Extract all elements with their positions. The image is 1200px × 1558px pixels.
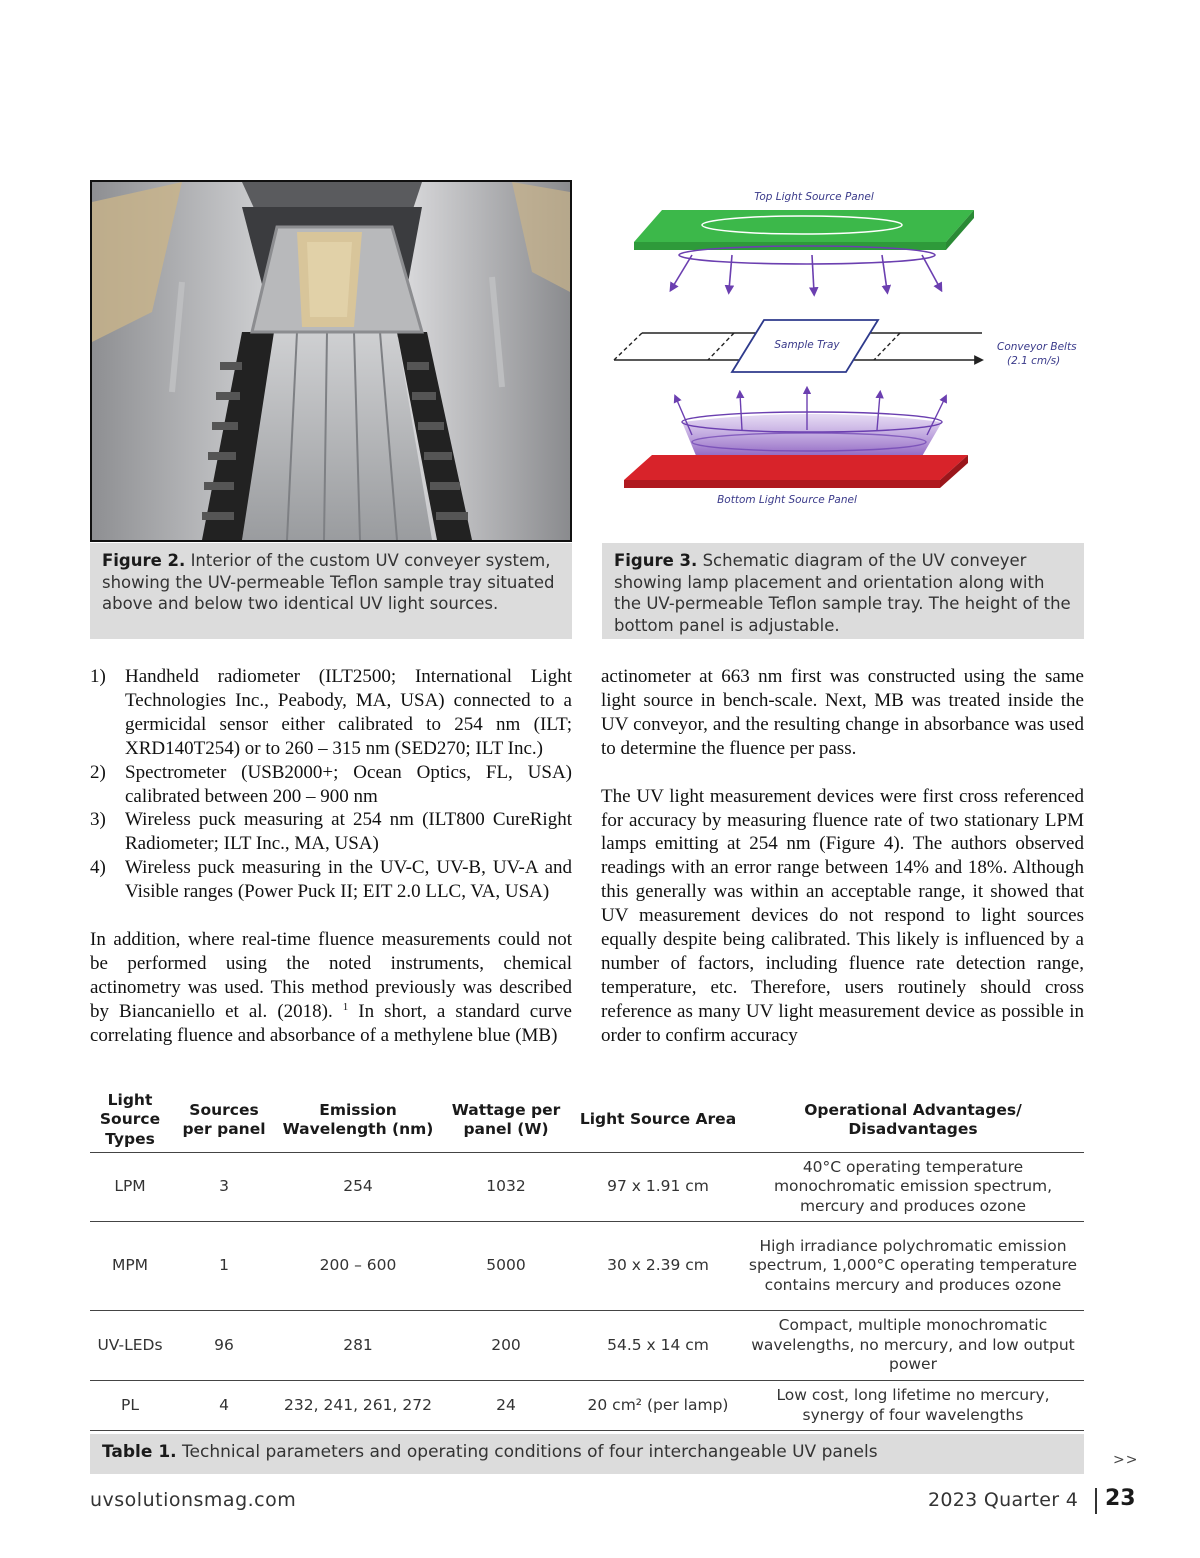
list-number: 1) [90,666,106,687]
header-operational-advantages: Operational Advantages/ Disadvantages [742,1088,1084,1153]
figure-3-label: Figure 3. [614,551,698,570]
table-cell: 200 [438,1311,574,1381]
table-caption-label: Table 1. [102,1442,177,1462]
table-cell: 200 – 600 [278,1222,438,1311]
figure-2-photo [90,180,572,542]
sample-tray-label: Sample Tray [774,339,840,351]
top-light-panel [634,210,974,242]
table-cell: 5000 [438,1222,574,1311]
next-page-indicator[interactable]: >> [1113,1452,1139,1468]
list-text: Wireless puck measuring in the UV-C, UV-B, UV-A and Visible ranges (Power Puck II; EIT 2.0 LLC, VA, USA) [125,857,572,903]
footer-issue: 2023 Quarter 4 [928,1489,1079,1511]
table-row [90,1311,1084,1381]
table-cell: 97 x 1.91 cm [574,1153,742,1222]
table-cell: 20 cm² (per lamp) [574,1381,742,1431]
table-cell: 1 [170,1222,278,1311]
table-cell: 1032 [438,1153,574,1222]
list-text: Spectrometer (USB2000+; Ocean Optics, FL, USA) calibrated between 200 – 900 nm [125,761,572,807]
table-cell: PL [90,1381,170,1431]
table-cell: 3 [170,1153,278,1222]
figure-2-text: Interior of the custom UV conveyer system, showing the UV-permeable Teflon sample tray situated above and below two identical UV light sources. [102,551,555,613]
table-cell: High irradiance polychromatic emission spectrum, 1,000°C operating temperature contains mercury and produces ozone [742,1222,1084,1311]
table-cell: 281 [278,1311,438,1381]
top-light-rays [672,246,940,292]
header-sources-per-panel: Sources per panel [170,1088,278,1153]
right-column [601,665,1084,1048]
figure-2-caption [90,543,572,639]
table-cell: MPM [90,1222,170,1311]
list-text: Handheld radiometer (ILT2500; International Light Technologies Inc., Peabody, MA, USA) connected to a germicidal sensor either calibrated to 254 nm (ILT; XRD140T254) or to 260 – 315 nm (SED270; ILT Inc.) [125,666,572,759]
table-header-row [90,1088,1084,1153]
footer-website[interactable]: uvsolutionsmag.com [90,1489,297,1511]
table-caption [90,1434,1084,1474]
list-number: 3) [90,809,106,831]
list-text: Wireless puck measuring at 254 nm (ILT800 CureRight Radiometer; ILT Inc., MA, USA) [125,809,572,855]
reference-marker: 1 [342,1000,349,1013]
table-cell: 40°C operating temperature monochromatic emission spectrum, mercury and produces ozone [742,1153,1084,1222]
right-paragraph-2: The UV light measurement devices were first cross referenced for accuracy by measuring fluence rate of two stationary LPM lamps emitting at 254 nm (Figure 4). The authors observed readings with an error range between 14% and 18%. Although this generally was within an acceptable range, it showed that UV measurement devices do not respond to light sources equally despite being calibrated. This likely is influenced by a number of factors, including fluence rate detection range, temperature, etc. Therefore, users routinely should cross reference as many UV light measurement device as possible in order to confirm accuracy [601,785,1084,1046]
bottom-light-panel [624,455,968,480]
list-number: 2) [90,761,106,783]
left-column [90,665,572,1048]
list-item [90,665,572,761]
figure-3-caption [602,543,1084,639]
table-caption-text: Technical parameters and operating conditions of four interchangeable UV panels [182,1442,878,1462]
list-number: 4) [90,857,106,879]
table-cell: 232, 241, 261, 272 [278,1381,438,1431]
page-number: 23 [1105,1486,1136,1511]
list-item [90,856,572,904]
table-cell: 30 x 2.39 cm [574,1222,742,1311]
header-light-source-types: Light Source Types [90,1088,170,1153]
left-paragraph-text: In addition, where real-time fluence measurements could not be performed using the noted instruments, chemical actinometry was used. This method previously was described by Biancaniello et al. (2018). [90,929,572,1022]
list-item [90,808,572,856]
table-cell: Compact, multiple monochromatic wavelengths, no mercury, and low output power [742,1311,1084,1381]
figure-3-diagram [602,180,1084,535]
table-cell: LPM [90,1153,170,1222]
figure-3-text: Schematic diagram of the UV conveyer showing lamp placement and orientation along with the UV-permeable Teflon sample tray. The height of the bottom panel is adjustable. [614,551,1071,635]
left-paragraph-text-cont: In short, a standard curve correlating fluence and absorbance of a methylene blue (MB) [90,1000,572,1046]
uv-panels-table [90,1088,1084,1431]
left-paragraph [90,928,572,1048]
right-paragraph-1: actinometer at 663 nm first was constructed using the same light source in bench-scale. Next, MB was treated inside the UV conveyor, and the resulting change in absorbance was used to determine the fluence per pass. [601,666,1084,759]
footer-divider [1095,1488,1097,1514]
table-row [90,1381,1084,1431]
table-cell: 254 [278,1153,438,1222]
header-light-source-area: Light Source Area [574,1088,742,1153]
table-row [90,1153,1084,1222]
table-cell: 4 [170,1381,278,1431]
table-cell: 24 [438,1381,574,1431]
conveyor-speed-label: (2.1 cm/s) [1007,355,1061,367]
table-row [90,1222,1084,1311]
conveyor-label: Conveyor Belts [997,341,1077,353]
bottom-panel-label: Bottom Light Source Panel [717,494,857,506]
table-cell: 54.5 x 14 cm [574,1311,742,1381]
list-item [90,761,572,809]
header-wattage-per-panel: Wattage per panel (W) [438,1088,574,1153]
table-cell: 96 [170,1311,278,1381]
figure-2-label: Figure 2. [102,551,186,570]
table-cell: Low cost, long lifetime no mercury, synergy of four wavelengths [742,1381,1084,1431]
top-panel-label: Top Light Source Panel [754,191,874,203]
header-emission-wavelength: Emission Wavelength (nm) [278,1088,438,1153]
table-cell: UV-LEDs [90,1311,170,1381]
